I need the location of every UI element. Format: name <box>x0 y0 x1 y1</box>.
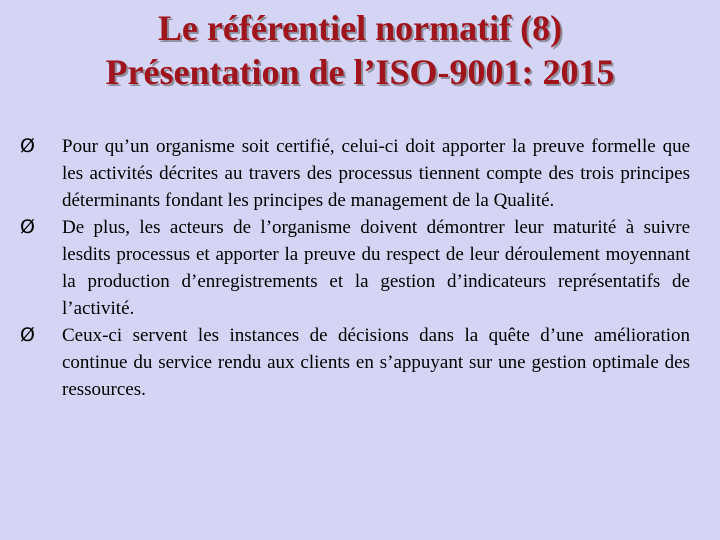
bullet-item-3 <box>20 322 690 403</box>
bullet-text-2: De plus, les acteurs de l’organisme doivent démontrer leur maturité à suivre lesdits processus et apporter la preuve du respect de leur déroulement moyennant la production d’enregistrements et la gestion d’indicateurs représentatifs de l’activité. <box>62 217 690 319</box>
slide-title-line-2: Présentation de l’ISO-9001: 2015 <box>105 52 615 92</box>
slide-title-line-1: Le référentiel normatif (8) <box>157 8 563 48</box>
slide-title <box>0 6 720 94</box>
bullet-item-2 <box>20 214 690 322</box>
bullet-item-1 <box>20 133 690 214</box>
bullet-list <box>20 133 690 403</box>
arrow-bullet-icon: Ø <box>20 216 35 238</box>
arrow-bullet-icon: Ø <box>20 324 35 346</box>
arrow-bullet-icon: Ø <box>20 135 35 157</box>
bullet-text-3: Ceux-ci servent les instances de décisions dans la quête d’une amélioration continue du service rendu aux clients en s’appuyant sur une gestion optimale des ressources. <box>62 325 690 400</box>
bullet-text-1: Pour qu’un organisme soit certifié, celui-ci doit apporter la preuve formelle que les activités décrites au travers des processus tiennent compte des trois principes déterminants fondant les principes de management de la Qualité. <box>62 136 690 211</box>
